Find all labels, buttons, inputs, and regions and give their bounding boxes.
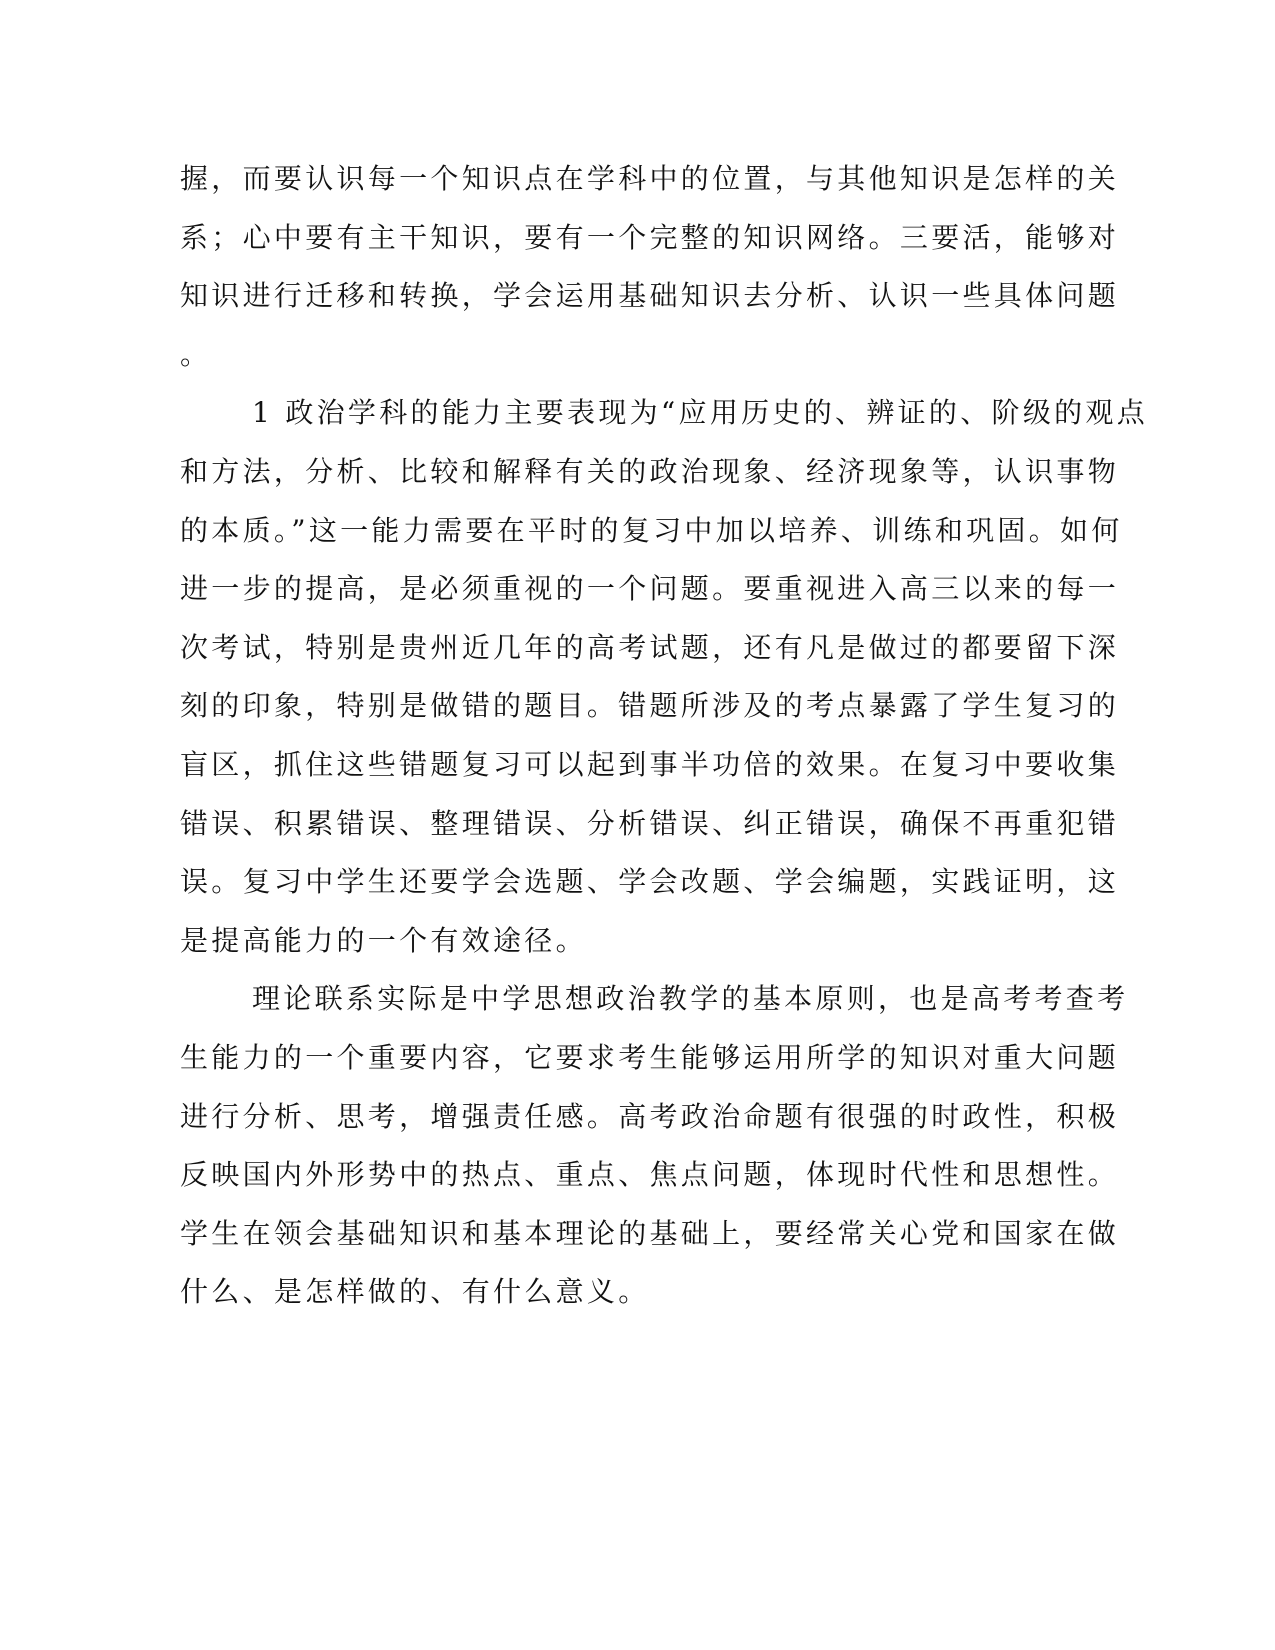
text-line: 生能力的一个重要内容，它要求考生能够运用所学的知识对重大问题 (180, 1040, 1120, 1074)
text-line: 什么、是怎样做的、有什么意义。 (180, 1275, 650, 1309)
text-line: 知识进行迁移和转换，学会运用基础知识去分析、认识一些具体问题 (180, 279, 1120, 313)
text-line: 1 政治学科的能力主要表现为“应用历史的、辨证的、阶级的观点 (252, 396, 1149, 430)
text-line: 握，而要认识每一个知识点在学科中的位置，与其他知识是怎样的关 (180, 162, 1120, 195)
paragraph-3 (180, 970, 1129, 1322)
text-line: 理论联系实际是中学思想政治教学的基本原则，也是高考考查考 (252, 982, 1129, 1016)
text-line: 进行分析、思考，增强责任感。高考政治命题有很强的时政性，积极 (180, 1099, 1120, 1133)
text-line: 刻的印象，特别是做错的题目。错题所涉及的考点暴露了学生复习的 (180, 689, 1120, 723)
paragraph-1 (180, 150, 1120, 384)
text-line: 和方法，分析、比较和解释有关的政治现象、经济现象等，认识事物 (180, 454, 1120, 488)
text-line: 的本质。”这一能力需要在平时的复习中加以培养、训练和巩固。如何 (180, 513, 1123, 547)
text-line: 。 (180, 337, 212, 371)
paragraph-2 (180, 384, 1149, 970)
text-line: 学生在领会基础知识和基本理论的基础上，要经常关心党和国家在做 (180, 1216, 1120, 1250)
text-line: 反映国内外形势中的热点、重点、焦点问题，体现时代性和思想性。 (180, 1158, 1120, 1192)
text-line: 是提高能力的一个有效途径。 (180, 923, 587, 957)
text-line: 系；心中要有主干知识，要有一个完整的知识网络。三要活，能够对 (180, 220, 1120, 254)
document-page (180, 150, 1149, 1322)
text-line: 进一步的提高，是必须重视的一个问题。要重视进入高三以来的每一 (180, 572, 1120, 606)
text-line: 错误、积累错误、整理错误、分析错误、纠正错误，确保不再重犯错 (180, 806, 1120, 840)
text-line: 误。复习中学生还要学会选题、学会改题、学会编题，实践证明，这 (180, 865, 1120, 899)
text-line: 盲区，抓住这些错题复习可以起到事半功倍的效果。在复习中要收集 (180, 747, 1120, 781)
text-line: 次考试，特别是贵州近几年的高考试题，还有凡是做过的都要留下深 (180, 630, 1120, 664)
